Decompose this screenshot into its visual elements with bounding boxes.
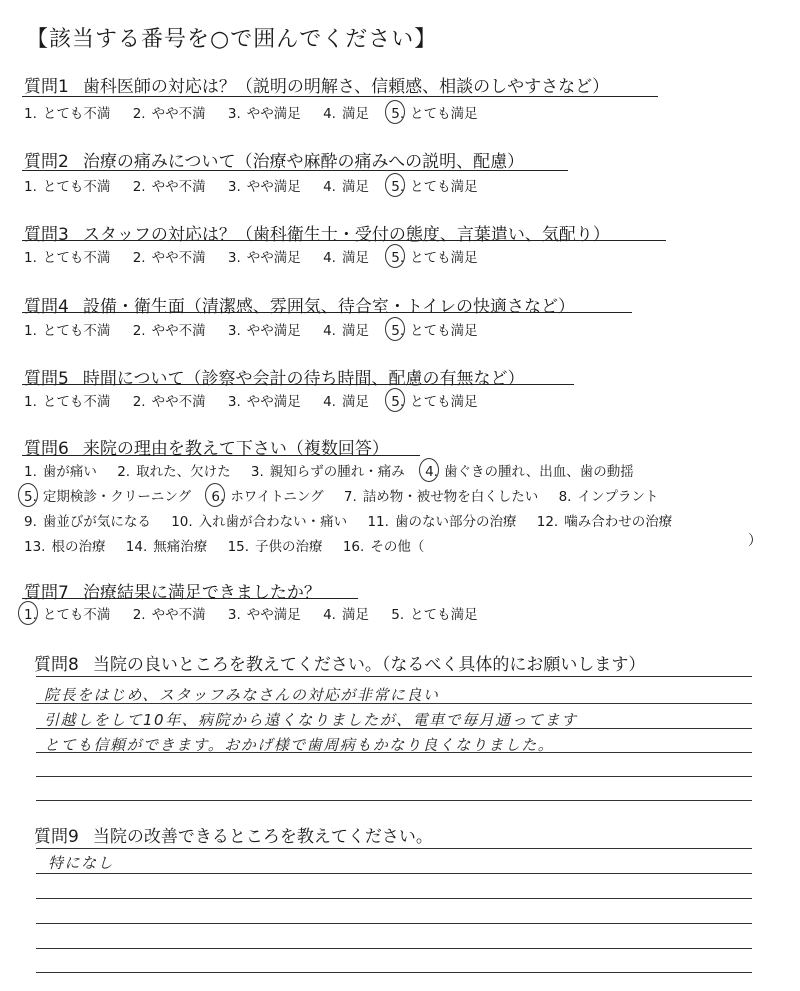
q8-answer-line-3[interactable]: とても信頼ができます。おかげ様で歯周病もかなり良くなりました。 <box>44 736 555 754</box>
question-3-number: 質問3 <box>24 225 69 245</box>
selection-circle <box>205 483 225 507</box>
q6-option-3[interactable]: 3. 親知らずの腫れ・痛み <box>250 464 405 480</box>
q9-writing-line <box>36 948 752 949</box>
q6-option-2[interactable]: 2. 取れた、欠けた <box>117 464 231 480</box>
q1-option-5[interactable]: 5. とても満足 <box>391 102 477 122</box>
question-5-options <box>24 390 496 410</box>
question-8-text: 当院の良いところを教えてください。（なるべく具体的にお願いします） <box>92 655 646 675</box>
question-9-text: 当院の改善できるところを教えてください。 <box>92 827 433 847</box>
q4-option-2[interactable]: 2. やや不満 <box>132 323 206 339</box>
q2-option-5[interactable]: 5. とても満足 <box>391 175 477 195</box>
q8-answer-line-1[interactable]: 院長をはじめ、スタッフみなさんの対応が非常に良い <box>44 686 440 704</box>
q4-option-5[interactable]: 5. とても満足 <box>391 319 477 339</box>
q5-option-4[interactable]: 4. 満足 <box>323 394 369 410</box>
q6-option-6[interactable]: 6. ホワイトニング <box>211 485 323 505</box>
question-6-number: 質問6 <box>24 439 69 459</box>
q5-option-1[interactable]: 1. とても不満 <box>24 394 111 410</box>
question-6-text: 来院の理由を教えて下さい（複数回答） <box>82 439 389 459</box>
q2-option-1[interactable]: 1. とても不満 <box>24 179 111 195</box>
question-5 <box>24 364 525 389</box>
q8-writing-line <box>36 752 752 753</box>
q8-writing-line <box>36 776 752 777</box>
q6-option-14[interactable]: 14. 無痛治療 <box>125 539 208 555</box>
q7-option-5[interactable]: 5. とても満足 <box>391 607 478 623</box>
question-6-underline <box>22 455 420 456</box>
q3-option-3[interactable]: 3. やや満足 <box>227 250 301 266</box>
question-3 <box>24 220 610 245</box>
q4-option-4[interactable]: 4. 満足 <box>323 323 369 339</box>
question-5-text: 時間について（診察や会計の待ち時間、配慮の有無など） <box>82 369 525 389</box>
question-2-underline <box>22 170 568 171</box>
question-8 <box>34 650 645 675</box>
question-1-underline <box>22 96 658 97</box>
selection-circle <box>419 458 439 482</box>
q1-option-3[interactable]: 3. やや満足 <box>227 106 301 122</box>
q5-option-3[interactable]: 3. やや満足 <box>227 394 301 410</box>
question-6-row-2 <box>24 485 674 505</box>
question-9 <box>34 822 433 847</box>
q6-option-1[interactable]: 1. 歯が痛い <box>24 464 97 480</box>
question-7 <box>24 578 321 603</box>
selection-circle <box>18 601 38 625</box>
q7-option-1[interactable]: 1. とても不満 <box>24 603 110 623</box>
question-6-row-3 <box>24 510 688 530</box>
question-2-text: 治療の痛みについて（治療や麻酔の痛みへの説明、配慮） <box>82 152 525 172</box>
question-4-text: 設備・衛生面（清潔感、雰囲気、待合室・トイレの快適さなど） <box>82 297 575 317</box>
q7-option-2[interactable]: 2. やや不満 <box>132 607 206 623</box>
q2-option-2[interactable]: 2. やや不満 <box>132 179 206 195</box>
q9-writing-line <box>36 848 752 849</box>
question-3-underline <box>22 240 666 241</box>
question-2-options <box>24 175 496 195</box>
question-4-number: 質問4 <box>24 297 69 317</box>
question-7-number: 質問7 <box>24 583 69 603</box>
q6-option-13[interactable]: 13. 根の治療 <box>24 539 106 555</box>
q4-option-3[interactable]: 3. やや満足 <box>227 323 301 339</box>
q6-option-11[interactable]: 11. 歯のない部分の治療 <box>367 514 517 530</box>
q6-option-9[interactable]: 9. 歯並びが気になる <box>24 514 151 530</box>
question-2 <box>24 147 524 172</box>
question-3-options <box>24 246 496 266</box>
question-7-underline <box>22 598 358 599</box>
q7-option-3[interactable]: 3. やや満足 <box>227 607 301 623</box>
q2-option-4[interactable]: 4. 満足 <box>323 179 369 195</box>
q3-option-4[interactable]: 4. 満足 <box>323 250 369 266</box>
q1-option-1[interactable]: 1. とても不満 <box>24 106 111 122</box>
q6-option-4[interactable]: 4. 歯ぐきの腫れ、出血、歯の動揺 <box>425 460 634 480</box>
q6-option-12[interactable]: 12. 噛み合わせの治療 <box>536 514 673 530</box>
q9-writing-line <box>36 972 752 973</box>
q7-option-4[interactable]: 4. 満足 <box>323 607 369 623</box>
q6-option-7[interactable]: 7. 詰め物・被せ物を白くしたい <box>343 489 539 505</box>
question-1 <box>24 72 609 97</box>
other-close-paren: ） <box>748 533 762 549</box>
selection-circle <box>385 173 405 197</box>
q8-answer-line-2[interactable]: 引越しをして10年、病院から遠くなりましたが、電車で毎月通ってます <box>44 711 578 729</box>
q8-writing-line <box>36 703 752 704</box>
question-1-text: 歯科医師の対応は？（説明の明解さ、信頼感、相談のしやすさなど） <box>82 77 610 97</box>
selection-circle <box>385 317 405 341</box>
q1-option-2[interactable]: 2. やや不満 <box>132 106 206 122</box>
question-6-row-1 <box>24 460 650 480</box>
selection-circle <box>385 100 405 124</box>
question-7-options <box>24 603 496 623</box>
q8-writing-line <box>36 800 752 801</box>
question-4-underline <box>22 312 632 313</box>
selection-circle <box>385 388 405 412</box>
question-4-options <box>24 319 496 339</box>
q9-writing-line <box>36 873 752 874</box>
question-5-number: 質問5 <box>24 369 69 389</box>
selection-circle <box>385 244 405 268</box>
selection-circle <box>18 483 38 507</box>
q6-option-5[interactable]: 5. 定期検診・クリーニング <box>24 485 191 505</box>
question-3-text: スタッフの対応は？（歯科衛生士・受付の態度、言葉遣い、気配り） <box>82 225 610 245</box>
q3-option-1[interactable]: 1. とても不満 <box>24 250 111 266</box>
question-8-number: 質問8 <box>34 655 79 675</box>
question-6-row-4 <box>24 535 440 555</box>
q2-option-3[interactable]: 3. やや満足 <box>227 179 301 195</box>
q9-writing-line <box>36 923 752 924</box>
question-4 <box>24 292 575 317</box>
q8-writing-line <box>36 728 752 729</box>
instruction-header: 【該当する番号を○で囲んでください】 <box>26 27 438 52</box>
q5-option-5[interactable]: 5. とても満足 <box>391 390 477 410</box>
question-1-number: 質問1 <box>24 77 69 97</box>
question-5-underline <box>22 384 574 385</box>
q1-option-4[interactable]: 4. 満足 <box>323 106 369 122</box>
q9-writing-line <box>36 898 752 899</box>
q8-writing-line <box>36 676 752 677</box>
question-1-options <box>24 102 496 122</box>
q6-option-10[interactable]: 10. 入れ歯が合わない・痛い <box>171 514 348 530</box>
q6-option-16[interactable]: 16. その他（ <box>342 539 425 555</box>
q3-option-2[interactable]: 2. やや不満 <box>132 250 206 266</box>
question-2-number: 質問2 <box>24 152 69 172</box>
q3-option-5[interactable]: 5. とても満足 <box>391 246 477 266</box>
question-7-text: 治療結果に満足できましたか？ <box>82 583 321 603</box>
q9-answer-line-1[interactable]: 特になし <box>48 854 115 872</box>
q6-option-15[interactable]: 15. 子供の治療 <box>227 539 323 555</box>
q5-option-2[interactable]: 2. やや不満 <box>132 394 206 410</box>
q4-option-1[interactable]: 1. とても不満 <box>24 323 111 339</box>
question-9-number: 質問9 <box>34 827 79 847</box>
q6-option-8[interactable]: 8. インプラント <box>558 489 659 505</box>
